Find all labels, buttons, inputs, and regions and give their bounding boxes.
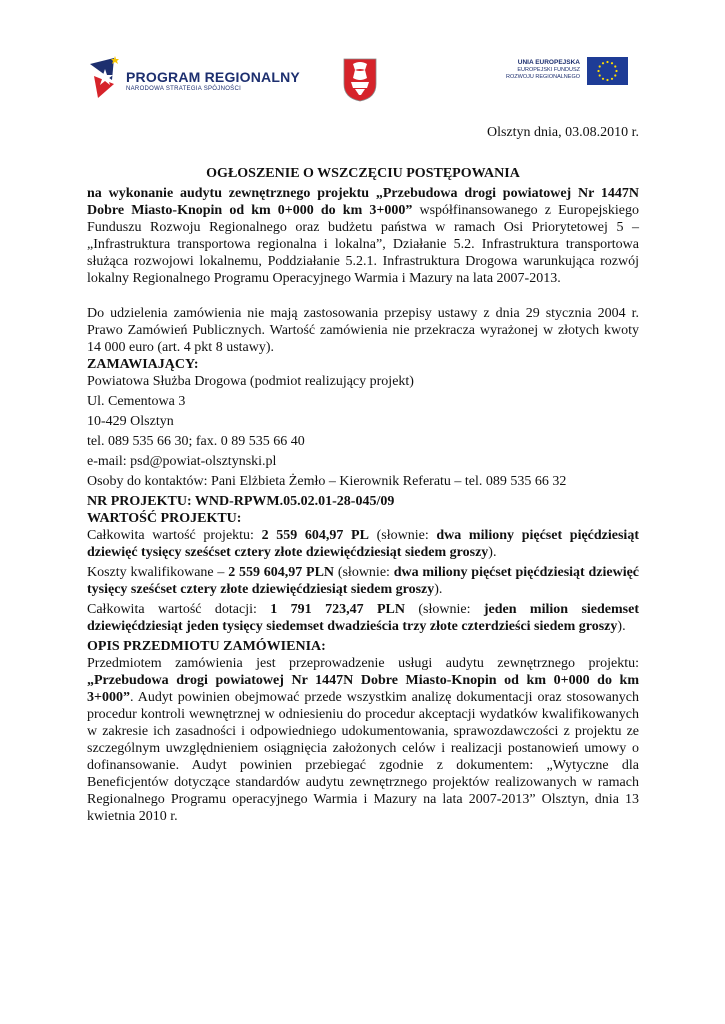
grant-value-amount: 1 791 723,47 PLN	[270, 602, 405, 617]
ordering-party-phone: tel. 089 535 66 30; fax. 0 89 535 66 40	[87, 434, 305, 449]
subject-lead: Przedmiotem zamówienia jest przeprowadzenie usługi audytu zewnętrznego projektu:	[87, 656, 639, 671]
intro-bold: na wykonanie audytu zewnętrznego projektu „Przebudowa drogi powiatowej Nr 1447N Dobre Miasto-Knopin od km 0+000 do km 3+000”	[87, 186, 639, 218]
eu-line-1: UNIA EUROPEJSKA	[517, 59, 580, 66]
total-value-label: Całkowita wartość projektu:	[87, 528, 262, 543]
eligible-costs-close: ).	[434, 582, 443, 597]
ordering-party-street: Ul. Cementowa 3	[87, 394, 186, 409]
subject-heading: OPIS PRZEDMIOTU ZAMÓWIENIA:	[87, 639, 326, 654]
dateline: Olsztyn dnia, 03.08.2010 r.	[486, 125, 639, 140]
grant-value-words-label: (słownie:	[404, 602, 484, 617]
eu-flag-icon	[587, 57, 628, 85]
eu-fund-label	[480, 59, 580, 82]
ordering-party-heading: ZAMAWIAJĄCY:	[87, 357, 199, 372]
eu-line-2: EUROPEJSKI FUNDUSZ	[517, 66, 580, 73]
eligible-costs	[87, 564, 639, 598]
grant-value-words: jeden milion siedemset dziewięćdziesiąt jeden tysięcy siedemset dwadzieścia trzy złote czterdzieści siedem groszy	[87, 602, 639, 634]
total-value-words-label: (słownie:	[368, 528, 437, 543]
total-value-close: ).	[488, 545, 497, 560]
total-value	[87, 527, 639, 561]
law-note: Do udzielenia zamówienia nie mają zastosowania przepisy ustawy z dnia 29 stycznia 2004 r. Prawo Zamówień Publicznych. Wartość zamówienia nie przekracza wyrażonej w złotych kwoty 14 000 euro (art. 4 pkt 8 ustawy).	[87, 306, 639, 355]
voivodeship-crest-icon	[343, 58, 377, 102]
grant-value-label: Całkowita wartość dotacji:	[87, 602, 271, 617]
total-value-words: dwa miliony pięćset pięćdziesiąt dziewięć tysięcy sześćset cztery złote dziewięćdziesiąt siedem groszy	[87, 528, 639, 560]
program-title: PROGRAM REGIONALNY	[126, 69, 300, 85]
eligible-costs-words: dwa miliony pięćset pięćdziesiąt dziewięć tysięcy sześćset cztery złote dziewięćdziesiąt siedem groszy	[87, 565, 640, 597]
ordering-party-contact: Osoby do kontaktów: Pani Elżbieta Żemło – Kierownik Referatu – tel. 089 535 66 32	[87, 474, 567, 489]
project-number: NR PROJEKTU: WND-RPWM.05.02.01-28-045/09	[87, 494, 395, 509]
subject-paragraph	[87, 655, 639, 825]
intro-rest: współfinansowanego z Europejskiego Funduszu Rozwoju Regionalnego oraz budżetu państwa w ramach Osi Priorytetowej 5 – „Infrastruktura transportowa regionalna i lokalna”, Działanie 5.2. Infrastruktura transportowa służąca rozwojowi lokalnemu, Poddziałanie 5.2.1. Infrastruktura Drogowa warunkująca rozwój lokalny Regionalnego Programu Operacyjnego Warmia i Mazury na lata 2007-2013.	[87, 203, 639, 286]
intro-paragraph	[87, 185, 639, 287]
subject-body: . Audyt powinien obejmować przede wszystkim analizę dokumentacji oraz stosowanych procedur kontroli wewnętrznej w odniesieniu do procedur akceptacji wydatków kwalifikowanych w zakresie ich zasadności i odpowiedniego udokumentowania, sprawozdawczości z projektu ze szczególnym uwzględnieniem osiągnięcia założonych celów i realizacji postanowień umowy o dofinansowanie. Audyt powinien przebiegać zgodnie z dokumentem: „Wytyczne dla Beneficjentów dotyczące standardów audytu zewnętrznego projektów realizowanych w ramach Regionalnego Programu operacyjnego Warmia i Mazury na lata 2007-2013” Olsztyn, dnia 13 kwietnia 2010 r.	[87, 690, 639, 824]
program-subtitle: NARODOWA STRATEGIA SPÓJNOŚCI	[126, 86, 242, 92]
subject-project-name: „Przebudowa drogi powiatowej Nr 1447N Dobre Miasto-Knopin od km 0+000 do km 3+000”	[87, 673, 639, 705]
ordering-party-name: Powiatowa Służba Drogowa (podmiot realizujący projekt)	[87, 374, 414, 389]
eligible-costs-words-label: (słownie:	[334, 565, 394, 580]
ordering-party-city: 10-429 Olsztyn	[87, 414, 174, 429]
document-body	[87, 124, 639, 825]
program-regionalny-star-icon	[88, 54, 122, 100]
project-value-heading: WARTOŚĆ PROJEKTU:	[87, 511, 242, 526]
total-value-amount: 2 559 604,97 PL	[261, 528, 369, 543]
eligible-costs-label: Koszty kwalifikowane –	[87, 565, 229, 580]
eligible-costs-amount: 2 559 604,97 PLN	[228, 565, 335, 580]
grant-value	[87, 601, 639, 635]
program-regionalny-logo	[88, 54, 300, 102]
document-title: OGŁOSZENIE O WSZCZĘCIU POSTĘPOWANIA	[206, 166, 520, 181]
eu-line-3: ROZWOJU REGIONALNEGO	[506, 74, 580, 80]
grant-value-close: ).	[617, 619, 626, 634]
ordering-party-email: e-mail: psd@powiat-olsztynski.pl	[87, 454, 277, 469]
